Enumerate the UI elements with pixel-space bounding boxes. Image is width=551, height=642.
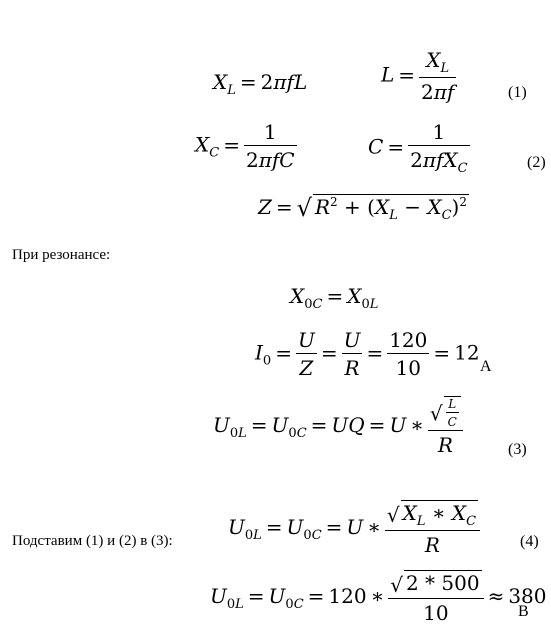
equation-number-1: (1) xyxy=(508,84,527,101)
substitute-label: Подставим (1) и (2) в (3): xyxy=(12,533,173,549)
value-r: 10 xyxy=(395,356,422,380)
equation-number-3: (3) xyxy=(508,441,527,458)
formula-xc: $X_C$ = $\frac{1}{\text{2πfC}}$ xyxy=(195,120,295,172)
formula-c: C = $\frac{1}{2\pi fX_C}$ xyxy=(368,120,468,176)
unit-voltage: В xyxy=(518,603,529,620)
equation-number-4: (4) xyxy=(520,533,539,550)
formula-l: L = $\frac{X_L}{2\pi f}$ xyxy=(381,48,455,104)
formula-voltage-substituted: $U_{0L} = U_{0C} = U$ ∗ $\frac{√ X_L ∗ X_C}{R}$ xyxy=(228,500,480,557)
equation-number-2: (2) xyxy=(527,154,546,171)
value-multiplier: 120 xyxy=(328,584,367,608)
formula-voltage-result: $U_{0L} = U_{0C} = 120$ ∗ $\frac{√ 2 * 500}{10}$ ≈ 380 xyxy=(210,571,547,625)
value-u0l: 380 xyxy=(508,584,547,608)
value-denominator: 10 xyxy=(423,601,449,625)
formula-impedance: Z = √ $R^2 + (X_L - X_C)^2$ xyxy=(258,194,467,223)
formula-resonance-condition: $X_{0C} = X_{0L}$ xyxy=(290,284,379,312)
unit-current: А xyxy=(480,358,492,375)
resonance-label: При резонансе: xyxy=(12,247,111,263)
value-u: 120 xyxy=(389,328,428,352)
formula-current: $I_0$ = $\frac{U}{Z}$ = $\frac{U}{R}$ = $\frac{120}{10}$ = 12 xyxy=(255,328,480,380)
formula-voltage-q: $U_{0L} = U_{0C}$ = UQ = U ∗ √ $\frac{L}{C}$ R xyxy=(213,396,463,457)
value-product: 2 * 500 xyxy=(405,571,480,595)
formula-xl: $X_L = 2\pi fL$ xyxy=(213,70,308,98)
value-i0: 12 xyxy=(454,340,480,365)
